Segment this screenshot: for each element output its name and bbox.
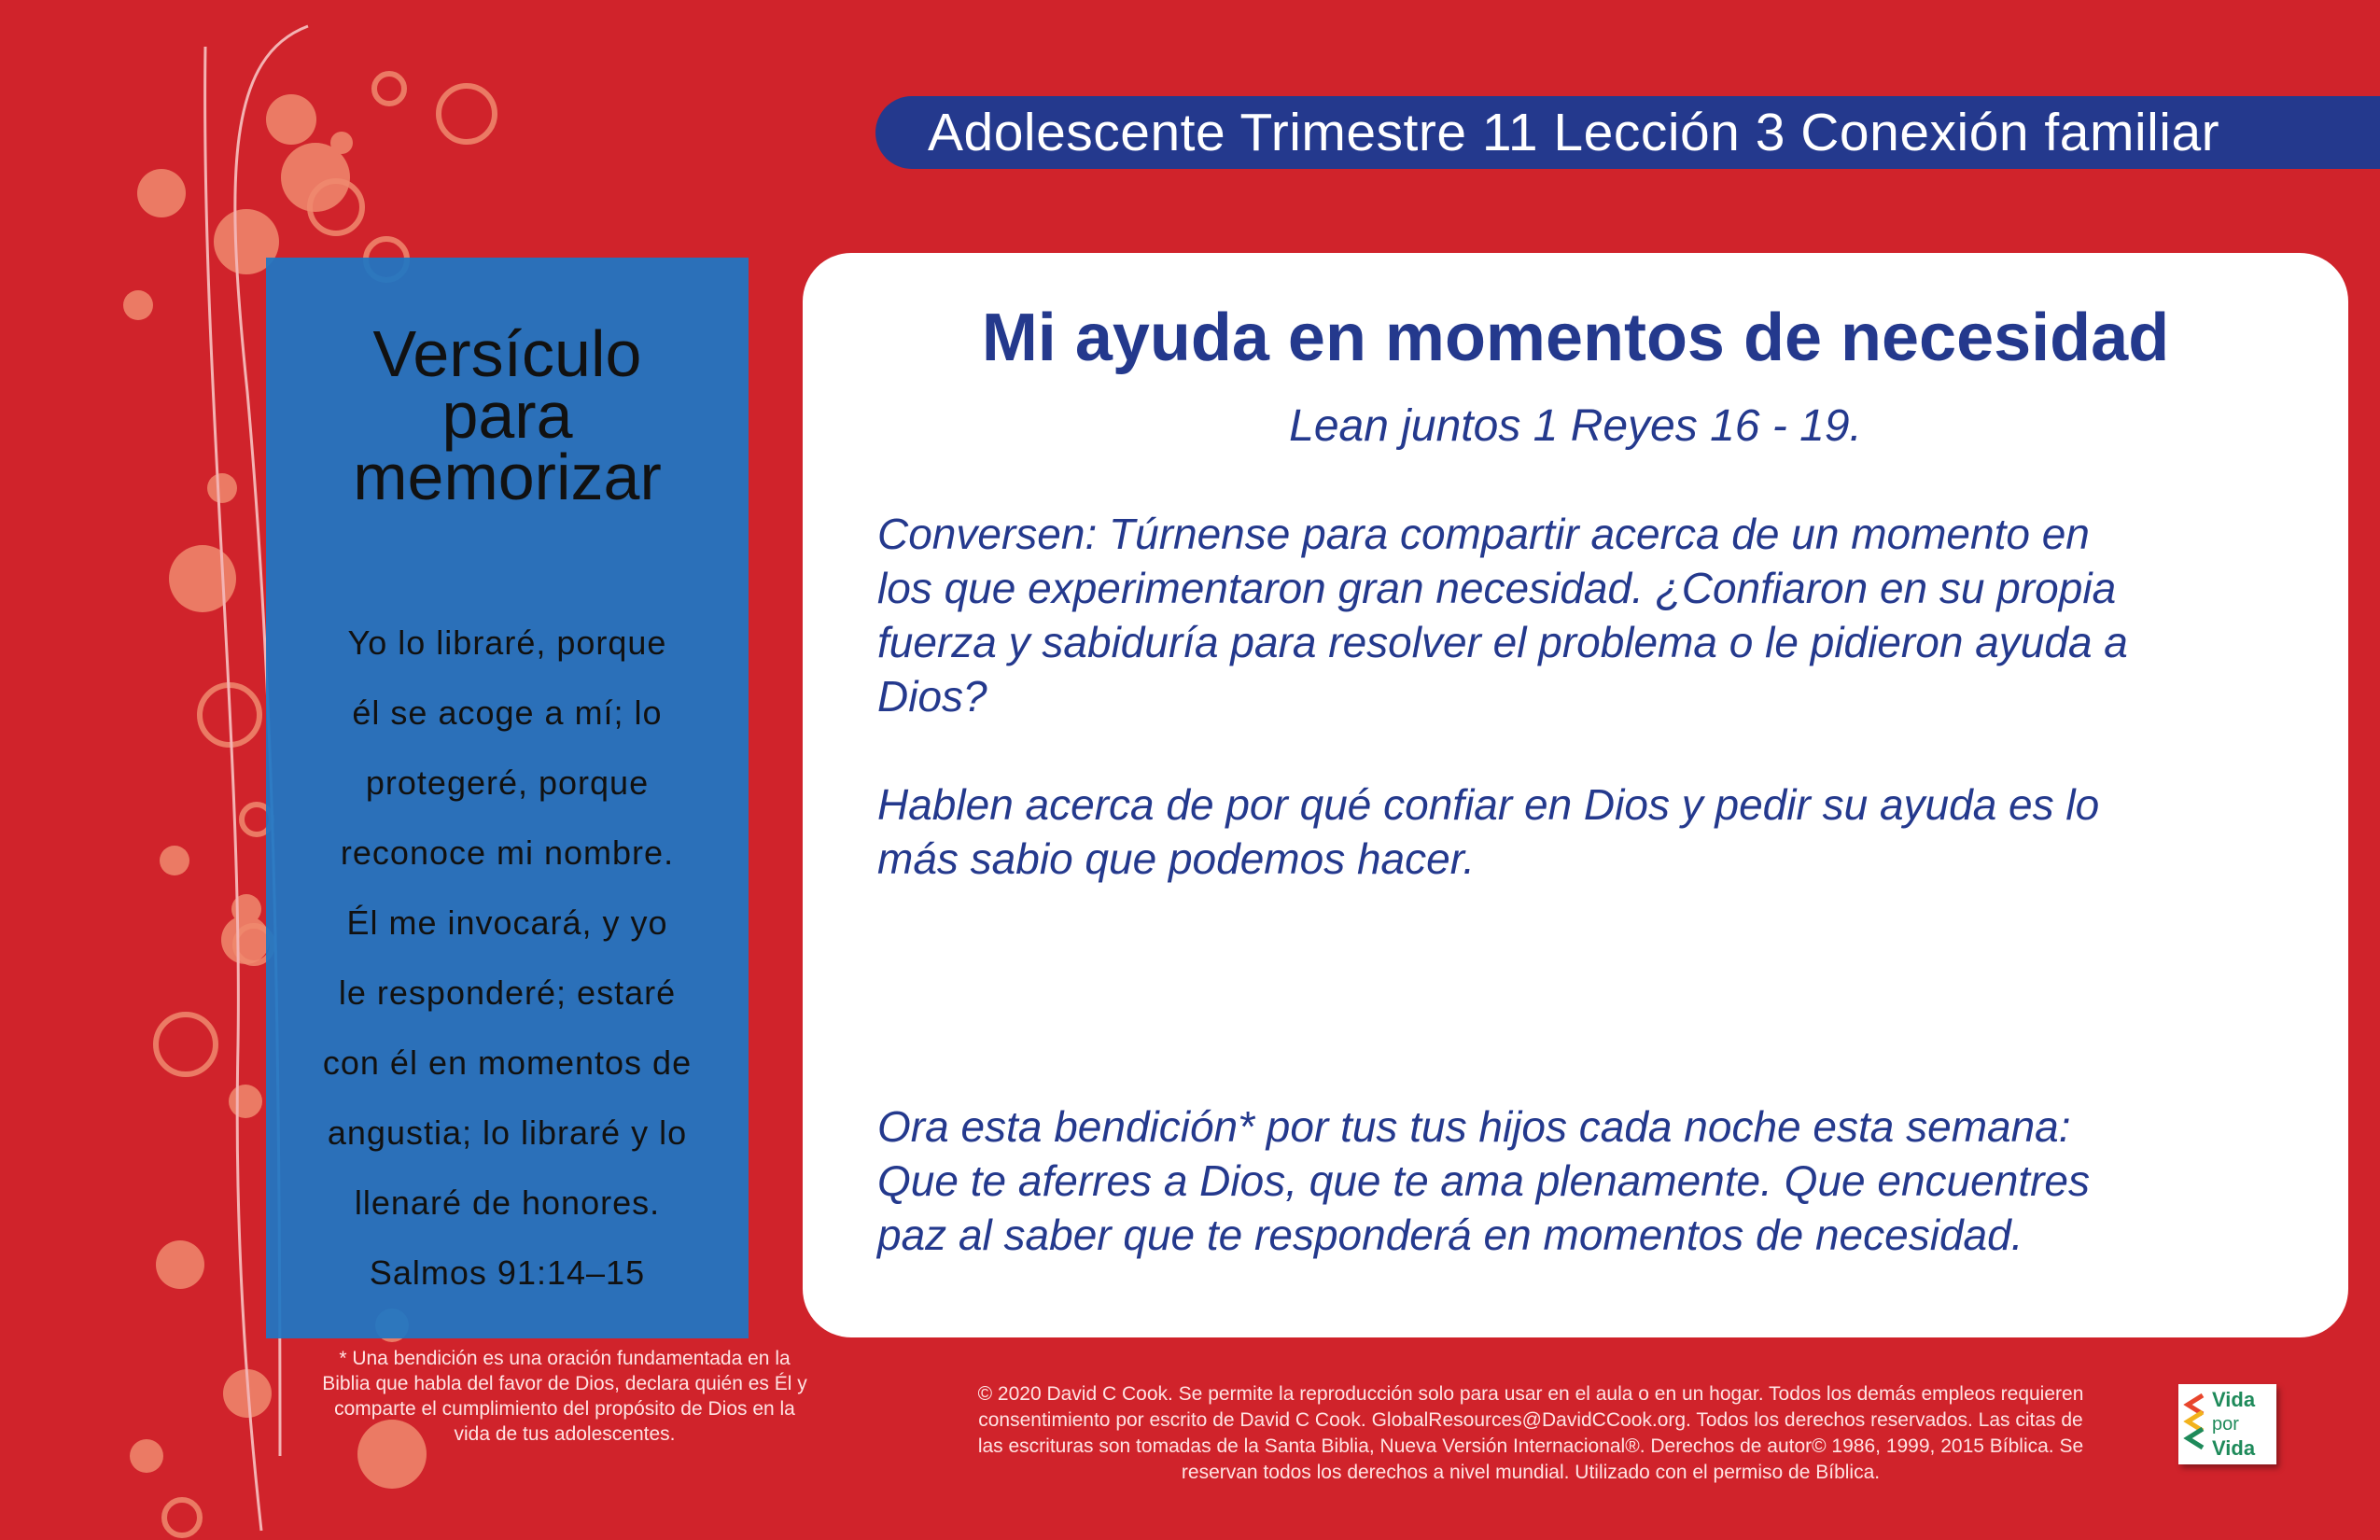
paragraph-line: Conversen: Túrnense para compartir acerca de un momento en — [877, 510, 2090, 558]
paragraph-line: Hablen acerca de por qué confiar en Dios y pedir su ayuda es lo — [877, 780, 2100, 829]
paragraph-line: Ora esta bendición* por tus tus hijos cada noche esta semana: — [877, 1102, 2071, 1151]
memory-verse-line: protegeré, porque — [365, 763, 650, 802]
paragraph-line: Que te aferres a Dios, que te ama plenamente. Que encuentres — [877, 1156, 2090, 1205]
memory-verse-line: angustia; lo libraré y lo — [327, 1113, 688, 1152]
blessing-paragraph — [877, 1099, 2305, 1262]
logo-word: por — [2212, 1414, 2239, 1435]
memory-verse-line: con él en momentos de — [322, 1043, 693, 1082]
footnote-line: * Una bendición es una oración fundamentada en la — [339, 1348, 791, 1369]
footnote-line: Biblia que habla del favor de Dios, declara quién es Él y — [322, 1373, 807, 1394]
memory-verse-line: Yo lo libraré, porque — [347, 623, 667, 662]
lesson-title: Mi ayuda en momentos de necesidad — [981, 301, 2170, 375]
talk-paragraph — [877, 777, 2305, 886]
lesson-reading: Lean juntos 1 Reyes 16 - 19. — [1289, 401, 1862, 451]
memory-verse-panel — [266, 258, 749, 1338]
copyright-line: reservan todos los derechos a nivel mundial. Utilizado con el permiso de Bíblica. — [1181, 1462, 1881, 1483]
header-title: Adolescente Trimestre 11 Lección 3 Conexión familiar — [928, 103, 2220, 162]
memory-verse-text — [266, 608, 749, 1308]
memory-verse-line: Él me invocará, y yo — [346, 903, 668, 942]
memory-verse-heading-line: memorizar — [353, 441, 662, 513]
vida-por-vida-logo — [2178, 1384, 2276, 1464]
memory-verse-line: él se acoge a mí; lo — [352, 693, 663, 732]
paragraph-line: Dios? — [877, 672, 987, 721]
logo-word: Vida — [2212, 1436, 2256, 1460]
paragraph-line: fuerza y sabiduría para resolver el problema o le pidieron ayuda a — [877, 618, 2128, 666]
memory-verse-line: llenaré de honores. — [354, 1183, 661, 1222]
memory-verse-heading-line: Versículo — [372, 317, 642, 390]
memory-verse-heading — [266, 317, 749, 513]
converse-paragraph — [877, 507, 2305, 723]
copyright-line: las escrituras son tomadas de la Santa Biblia, Nueva Versión Internacional®. Derechos de autor© 1986, 1999, 2015 Bíblica. Se — [977, 1435, 2084, 1457]
paragraph-line: los que experimentaron gran necesidad. ¿Confiaron en su propia — [877, 564, 2117, 612]
logo-word: Vida — [2212, 1388, 2256, 1411]
header-banner — [875, 96, 2380, 169]
paragraph-line: paz al saber que te responderá en momentos de necesidad. — [877, 1211, 2023, 1259]
logo-chevron-icon — [2182, 1392, 2208, 1457]
memory-verse-reference: Salmos 91:14–15 — [369, 1253, 646, 1292]
lesson-card — [803, 253, 2348, 1337]
blessing-footnote — [299, 1346, 831, 1447]
footnote-line: comparte el cumplimiento del propósito de Dios en la — [334, 1398, 795, 1420]
copyright-line: © 2020 David C Cook. Se permite la reproducción solo para usar en el aula o en un hogar. Todos los demás empleos requieren — [977, 1383, 2084, 1405]
copyright-notice — [887, 1381, 2175, 1486]
memory-verse-heading-line: para — [441, 379, 573, 452]
copyright-line: consentimiento por escrito de David C Cook. GlobalResources@DavidCCook.org. Todos los derechos reservados. Las citas de — [978, 1409, 2083, 1431]
logo-text — [2212, 1388, 2274, 1461]
footnote-line: vida de tus adolescentes. — [454, 1423, 676, 1445]
memory-verse-line: reconoce mi nombre. — [340, 833, 675, 872]
memory-verse-line: le responderé; estaré — [338, 973, 677, 1012]
paragraph-line: más sabio que podemos hacer. — [877, 834, 1476, 883]
